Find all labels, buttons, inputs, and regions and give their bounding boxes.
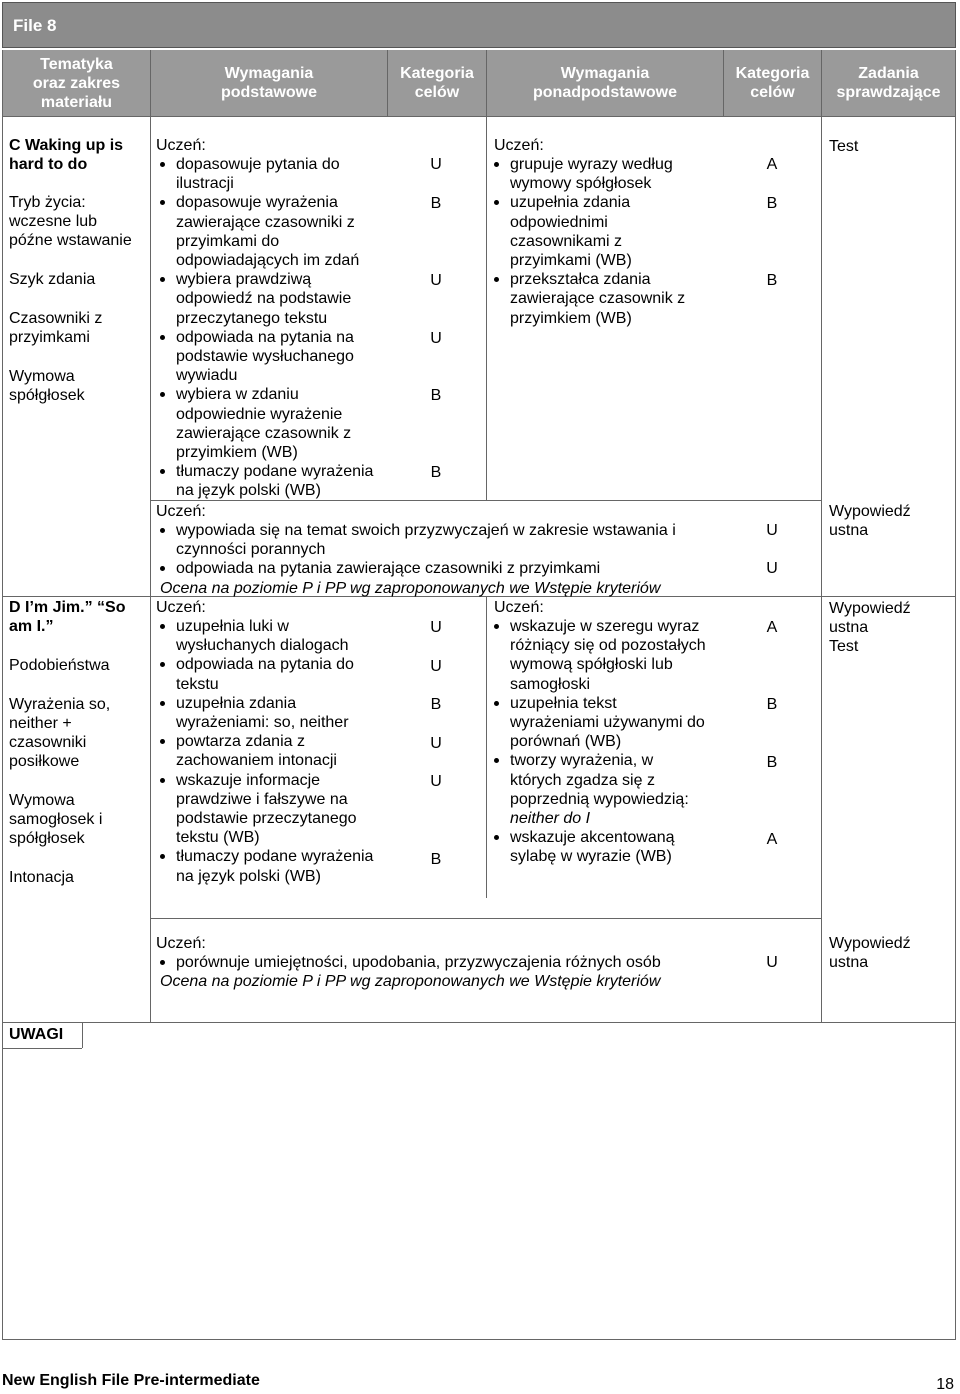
section-c-title: C Waking up is <box>9 137 124 154</box>
category: B <box>766 696 778 713</box>
list-item: wskazuje akcentowaną sylabę w wyrazie (WB) <box>490 828 706 866</box>
list-item: porównuje umiejętności, upodobania, przyzwyczajenia różnych osób <box>156 953 661 972</box>
speaking-list <box>156 521 676 579</box>
list-item: wypowiada się na temat swoich przyzwyczajeń w zakresie wstawania i czynności porannych <box>156 521 676 559</box>
topic: Podobieństwa <box>9 657 110 674</box>
topic: Wymowa <box>9 792 75 809</box>
task: Wypowiedź <box>829 935 911 952</box>
curriculum-table <box>2 50 956 1340</box>
category: U <box>430 619 442 636</box>
divider <box>387 50 388 116</box>
task: Test <box>829 138 859 155</box>
category: U <box>430 272 442 289</box>
list-item: dopasowuje pytania do ilustracji <box>156 155 373 193</box>
topic: Tryb życia: <box>9 194 86 211</box>
list-item: grupuje wyrazy według wymowy spółgłosek <box>490 155 685 193</box>
topic: Czasowniki z <box>9 310 103 327</box>
list-item: przekształca zdania zawierające czasownik z przyimkiem (WB) <box>490 270 685 328</box>
assessment-note: Ocena na poziomie P i PP wg zaproponowanych we Wstępie kryteriów <box>160 973 661 990</box>
category: B <box>430 195 442 212</box>
topic: Wyrażenia so, <box>9 696 111 713</box>
list-item: powtarza zdania z zachowaniem intonacji <box>156 732 373 770</box>
divider <box>150 918 821 919</box>
divider <box>486 50 487 500</box>
list-item: odpowiada na pytania zawierające czasowniki z przyimkami <box>156 559 676 578</box>
category: U <box>766 954 778 971</box>
topic: posiłkowe <box>9 753 80 770</box>
advanced-list <box>490 617 706 867</box>
list-item: uzupełnia zdania wyrażeniami: so, neither <box>156 694 373 732</box>
file-title-bar <box>2 2 956 48</box>
list-item: odpowiada na pytania na podstawie wysłuchanego wywiadu <box>156 328 373 386</box>
category: A <box>766 619 778 636</box>
list-item: dopasowuje wyrażenia zawierające czasowniki z przyimkami do odpowiadających im zdań <box>156 193 373 270</box>
category: U <box>430 658 442 675</box>
divider <box>150 50 151 1022</box>
task: Wypowiedź <box>829 503 911 520</box>
list-item: tłumaczy podane wyrażenia na język polski (WB) <box>156 847 373 885</box>
section-c-title: hard to do <box>9 156 88 173</box>
category: A <box>766 156 778 173</box>
task: Wypowiedź <box>829 600 911 617</box>
basic-list <box>156 155 373 501</box>
list-item: tłumaczy podane wyrażenia na język polski (WB) <box>156 462 373 500</box>
list-item: odpowiada na pytania do tekstu <box>156 655 373 693</box>
task: Test <box>829 638 859 655</box>
file-title: File 8 <box>13 16 57 35</box>
category: A <box>766 831 778 848</box>
header-basic: Wymagania podstawowe <box>151 50 387 116</box>
divider <box>486 596 487 898</box>
page-number: 18 <box>936 1376 954 1393</box>
topic: przyimkami <box>9 329 90 346</box>
category: B <box>430 387 442 404</box>
divider <box>82 1022 83 1048</box>
header-category-advanced: Kategoria celów <box>724 50 821 116</box>
task: ustna <box>829 619 869 636</box>
divider <box>723 50 724 116</box>
category: B <box>766 754 778 771</box>
assessment-note: Ocena na poziomie P i PP wg zaproponowanych we Wstępie kryteriów <box>160 580 661 597</box>
topic: Wymowa <box>9 368 75 385</box>
header-tasks: Zadania sprawdzające <box>822 50 955 116</box>
category: U <box>766 560 778 577</box>
advanced-list <box>490 155 685 328</box>
student-label: Uczeń: <box>156 137 206 154</box>
section-d-title: am I.” <box>9 618 54 635</box>
student-label: Uczeń: <box>494 137 544 154</box>
list-item: wskazuje informacje prawdziwe i fałszywe na podstawie przeczytanego tekstu (WB) <box>156 771 373 848</box>
list-item: uzupełnia tekst wyrażeniami używanymi do porównań (WB) <box>490 694 706 752</box>
student-label: Uczeń: <box>156 599 206 616</box>
category: B <box>430 851 442 868</box>
notes-label: UWAGI <box>9 1026 64 1043</box>
list-item: wybiera prawdziwą odpowiedź na podstawie przeczytanego tekstu <box>156 270 373 328</box>
category: B <box>766 195 778 212</box>
topic: Intonacja <box>9 869 74 886</box>
footer-title: New English File Pre-intermediate <box>2 1372 260 1389</box>
task: ustna <box>829 522 869 539</box>
topic: Szyk zdania <box>9 271 96 288</box>
category: B <box>430 464 442 481</box>
category: U <box>430 735 442 752</box>
list-item: wybiera w zdaniu odpowiednie wyrażenie zawierające czasownik z przyimkiem (WB) <box>156 385 373 462</box>
topic: późne wstawanie <box>9 232 132 249</box>
basic-list <box>156 617 373 886</box>
topic: neither + <box>9 715 72 732</box>
divider <box>2 1048 82 1049</box>
section-d-title: D I’m Jim.” “So <box>9 599 126 616</box>
task: ustna <box>829 954 869 971</box>
divider <box>2 116 956 117</box>
divider <box>821 50 822 1022</box>
header-category-basic: Kategoria celów <box>388 50 486 116</box>
divider <box>2 596 150 597</box>
category: B <box>766 272 778 289</box>
student-label: Uczeń: <box>494 599 544 616</box>
list-item: uzupełnia luki w wysłuchanych dialogach <box>156 617 373 655</box>
student-label: Uczeń: <box>156 935 206 952</box>
divider <box>2 1022 956 1023</box>
category: U <box>430 330 442 347</box>
category: U <box>430 156 442 173</box>
header-advanced: Wymagania ponadpodstawowe <box>487 50 723 116</box>
topic: spółgłosek <box>9 830 85 847</box>
student-label: Uczeń: <box>156 503 206 520</box>
speaking-list <box>156 953 661 972</box>
topic: wczesne lub <box>9 213 98 230</box>
list-item: uzupełnia zdania odpowiednimi czasownikami z przyimkami (WB) <box>490 193 685 270</box>
topic: spółgłosek <box>9 387 85 404</box>
topic: czasowniki <box>9 734 87 751</box>
category: U <box>766 522 778 539</box>
list-item: wskazuje w szeregu wyraz różniący się od pozostałych wymową spółgłoski lub samogłoski <box>490 617 706 694</box>
category: U <box>430 773 442 790</box>
category: B <box>430 696 442 713</box>
list-item: tworzy wyrażenia, w których zgadza się z poprzednią wypowiedzią: neither do I <box>490 751 706 828</box>
topic: samogłosek i <box>9 811 103 828</box>
header-topic: Tematyka oraz zakres materiału <box>3 50 150 116</box>
